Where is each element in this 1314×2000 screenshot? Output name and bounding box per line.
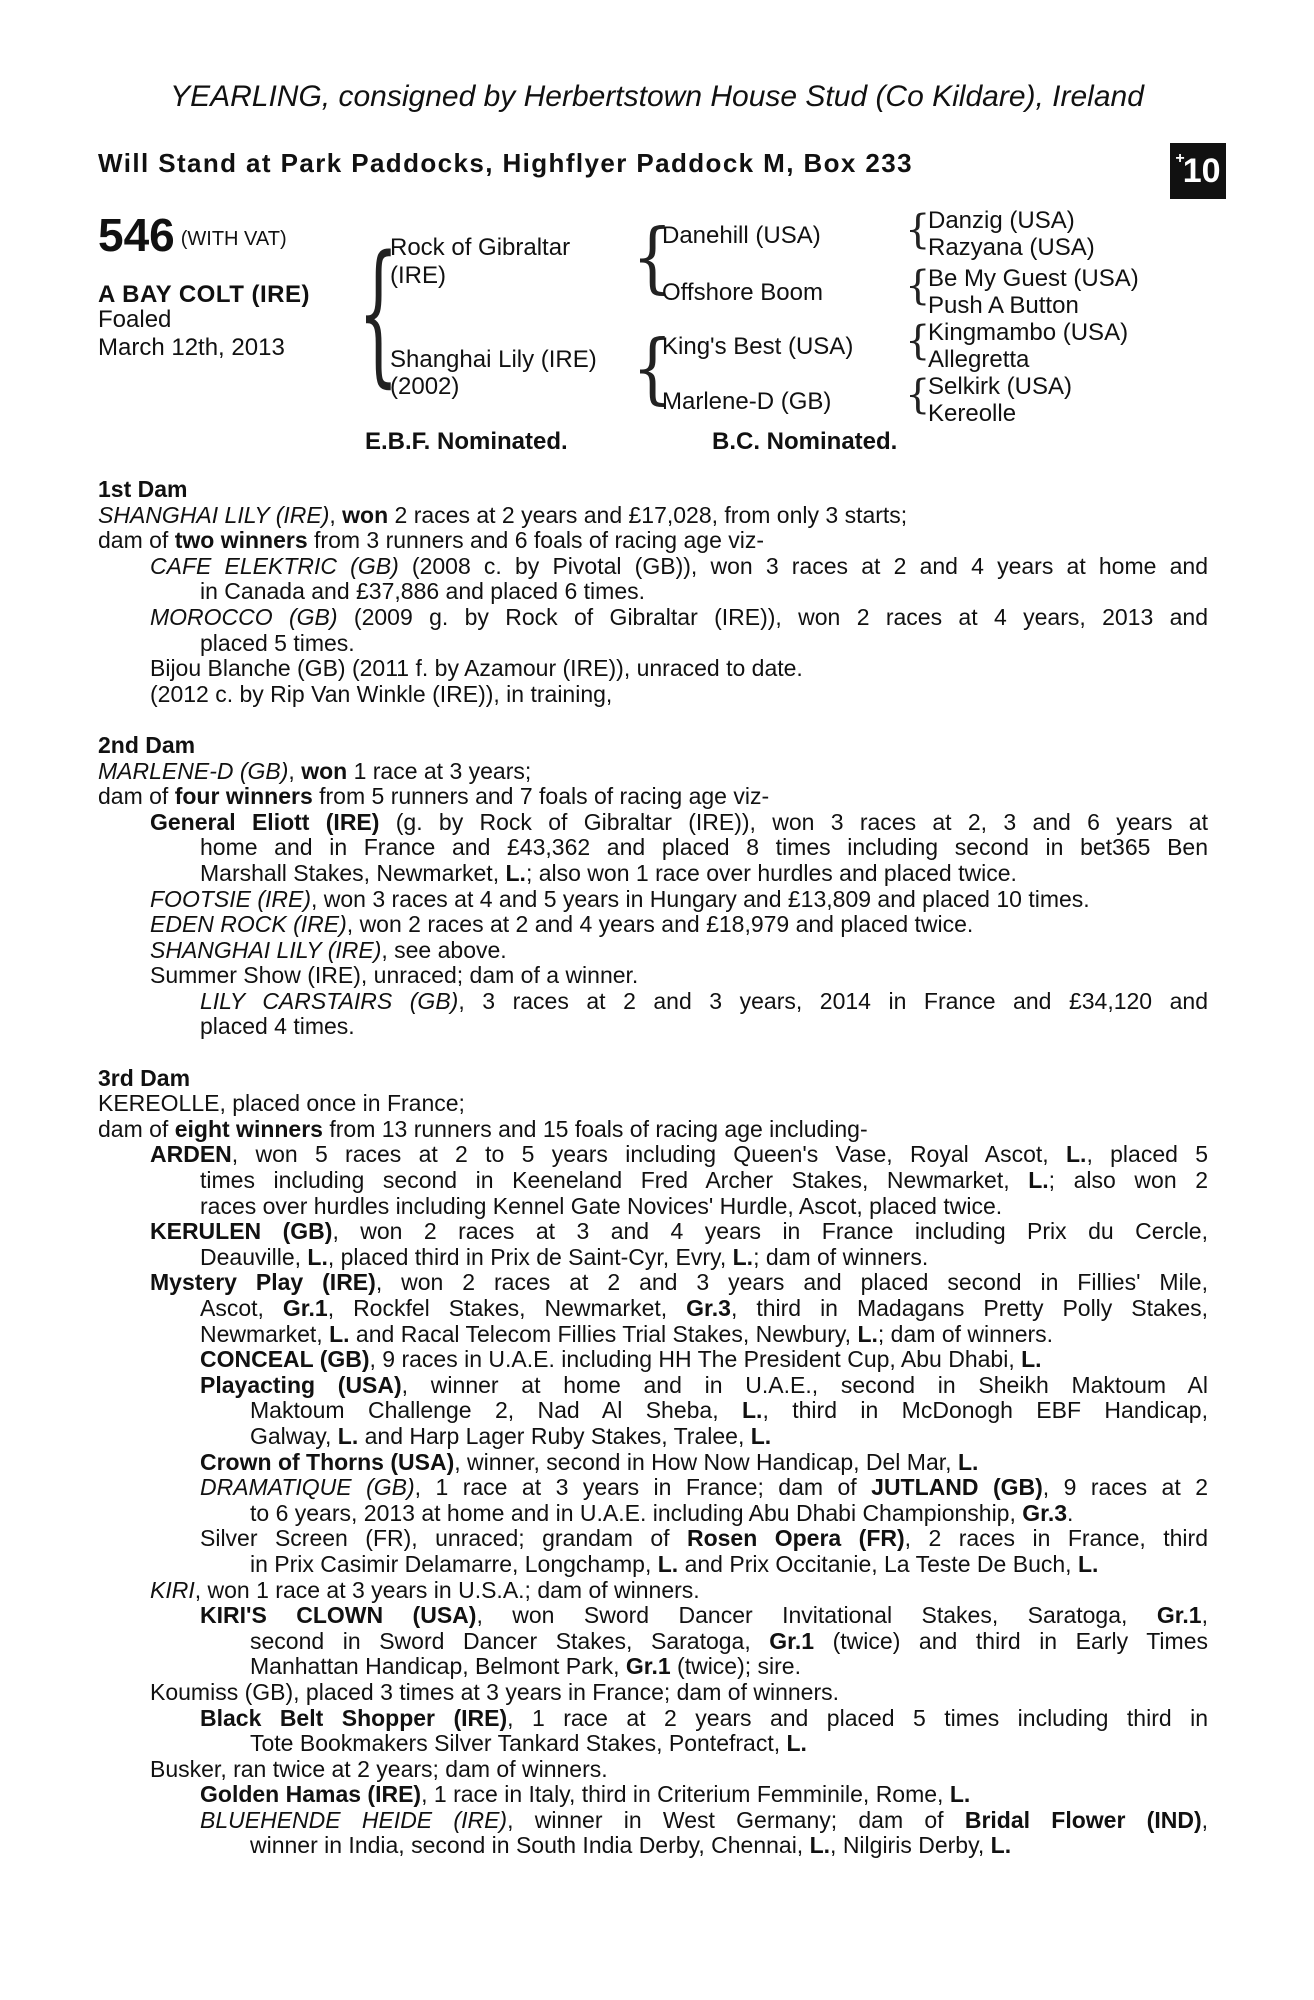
produce-entry: BLUEHENDE HEIDE (IRE), winner in West Germany; dam of Bridal Flower (IND), [200, 1806, 1208, 1833]
produce-entry: ARDEN, won 5 races at 2 to 5 years including Queen's Vase, Royal Ascot, L., placed 5 [150, 1141, 1208, 1168]
produce-entry: Bijou Blanche (GB) (2011 f. by Azamour (IRE)), unraced to date. [150, 655, 803, 682]
produce-entry-cont: second in Sword Dancer Stakes, Saratoga, Gr.1 (twice) and third in Early Times [250, 1627, 1208, 1654]
sire-country: (IRE) [390, 262, 446, 289]
produce-entry-cont: Manhattan Handicap, Belmont Park, Gr.1 (twice); sire. [250, 1653, 801, 1680]
produce-entry: MOROCCO (GB) (2009 g. by Rock of Gibraltar (IRE)), won 2 races at 4 years, 2013 and [150, 603, 1208, 630]
ancestor-dsd: Allegretta [928, 346, 1030, 373]
lot-number: 546 (WITH VAT) [98, 209, 287, 261]
vat-note: (WITH VAT) [180, 228, 287, 250]
produce-entry: FOOTSIE (IRE), won 3 races at 4 and 5 years in Hungary and £13,809 and placed 10 times. [150, 885, 1090, 912]
produce-entry: DRAMATIQUE (GB), 1 race at 3 years in France; dam of JUTLAND (GB), 9 races at 2 [200, 1474, 1208, 1501]
section-1st-dam: 1st Dam [98, 476, 188, 502]
dam-entry: SHANGHAI LILY (IRE), won 2 races at 2 years and £17,028, from only 3 starts; [98, 501, 908, 528]
produce-entry: KIRI'S CLOWN (USA), won Sword Dancer Invitational Stakes, Saratoga, Gr.1, [200, 1602, 1208, 1629]
bracket-ss: { [905, 207, 931, 253]
produce-entry: Black Belt Shopper (IRE), 1 race at 2 years and placed 5 times including third in [200, 1704, 1208, 1731]
dam-entry: KEREOLLE, placed once in France; [98, 1090, 465, 1117]
produce-entry-cont: to 6 years, 2013 at home and in U.A.E. including Abu Dhabi Championship, Gr.3. [250, 1499, 1074, 1526]
dam-dam: Marlene-D (GB) [662, 388, 832, 415]
produce-entry-cont: Tote Bookmakers Silver Tankard Stakes, Pontefract, L. [250, 1730, 807, 1757]
dam-sire: King's Best (USA) [662, 333, 854, 360]
pedigree-bracket-sire: { [632, 214, 673, 303]
dam-name: Shanghai Lily (IRE) [390, 346, 597, 373]
produce-entry-cont: Ascot, Gr.1, Rockfel Stakes, Newmarket, Gr.3, third in Madagans Pretty Polly Stakes, [200, 1295, 1208, 1321]
produce-entry: Golden Hamas (IRE), 1 race in Italy, third in Criterium Femminile, Rome, L. [200, 1781, 971, 1808]
produce-entry-cont: Galway, L. and Harp Lager Ruby Stakes, Tralee, L. [250, 1422, 772, 1449]
ancestor-sds: Be My Guest (USA) [928, 265, 1139, 292]
produce-entry: KIRI, won 1 race at 3 years in U.S.A.; dam of winners. [150, 1576, 700, 1603]
produce-entry: Playacting (USA), winner at home and in U.A.E., second in Sheikh Maktoum Al [200, 1371, 1208, 1398]
produce-summary: dam of eight winners from 13 runners and 15 foals of racing age including- [98, 1115, 868, 1142]
section-3rd-dam: 3rd Dam [98, 1064, 191, 1091]
ancestor-dds: Selkirk (USA) [928, 373, 1073, 400]
produce-entry-cont: Marshall Stakes, Newmarket, L.; also won 1 race over hurdles and placed twice. [200, 859, 1017, 886]
produce-entry: Silver Screen (FR), unraced; grandam of Rosen Opera (FR), 2 races in France, third [200, 1525, 1208, 1552]
produce-summary: dam of four winners from 5 runners and 7 foals of racing age viz- [98, 783, 770, 810]
section-2nd-dam: 2nd Dam [98, 731, 196, 758]
produce-entry: (2012 c. by Rip Van Winkle (IRE)), in training, [150, 680, 613, 707]
ancestor-sss: Danzig (USA) [928, 207, 1075, 234]
bracket-ds: { [905, 318, 931, 364]
ancestor-dss: Kingmambo (USA) [928, 319, 1129, 346]
ebf-nominated: E.B.F. Nominated. [365, 428, 568, 455]
produce-entry: SHANGHAI LILY (IRE), see above. [150, 936, 507, 963]
produce-entry-cont: in Canada and £37,886 and placed 6 times. [200, 578, 645, 605]
produce-summary: dam of two winners from 3 runners and 6 foals of racing age viz- [98, 527, 765, 554]
produce-entry-cont: Maktoum Challenge 2, Nad Al Sheba, L., third in McDonogh EBF Handicap, [250, 1397, 1208, 1424]
dam-year: (2002) [390, 373, 460, 400]
sire-sire: Danehill (USA) [662, 222, 821, 249]
foaled-date: March 12th, 2013 [98, 334, 285, 361]
bracket-sd: { [905, 263, 931, 309]
sire-name: Rock of Gibraltar [390, 234, 571, 261]
consignor-line: YEARLING, consigned by Herbertstown House Stud (Co Kildare), Ireland [170, 80, 1144, 113]
produce-entry: Koumiss (GB), placed 3 times at 3 years in France; dam of winners. [150, 1678, 839, 1705]
family-details [98, 477, 1208, 1859]
produce-entry: LILY CARSTAIRS (GB), 3 races at 2 and 3 years, 2014 in France and £34,120 and [200, 987, 1208, 1014]
lot-title: A BAY COLT (IRE) [98, 281, 311, 308]
produce-entry: EDEN ROCK (IRE), won 2 races at 2 and 4 years and £18,979 and placed twice. [150, 911, 974, 938]
produce-entry: CAFE ELEKTRIC (GB) (2008 c. by Pivotal (GB)), won 3 races at 2 and 4 years at home and [150, 552, 1208, 579]
produce-entry: General Eliott (IRE) (g. by Rock of Gibraltar (IRE)), won 3 races at 2, 3 and 6 years at [150, 808, 1208, 835]
produce-entry-cont: Newmarket, L. and Racal Telecom Fillies Trial Stakes, Newbury, L.; dam of winners. [200, 1320, 1054, 1347]
ancestor-ddd: Kereolle [928, 400, 1017, 427]
ancestor-sdd: Push A Button [928, 292, 1079, 319]
produce-entry: Mystery Play (IRE), won 2 races at 2 and 3 years and placed second in Fillies' Mile, [150, 1269, 1208, 1296]
produce-entry-cont: races over hurdles including Kennel Gate Novices' Hurdle, Ascot, placed twice. [200, 1192, 1003, 1219]
produce-entry-cont: winner in India, second in South India Derby, Chennai, L., Nilgiris Derby, L. [250, 1832, 1012, 1859]
bc-nominated: B.C. Nominated. [712, 428, 898, 455]
produce-entry: Summer Show (IRE), unraced; dam of a winner. [150, 962, 639, 989]
page-badge: + 10 [1170, 143, 1226, 199]
bracket-dd: { [905, 372, 931, 418]
produce-entry-cont: home and in France and £43,362 and placed 8 times including second in bet365 Ben [200, 834, 1208, 861]
produce-entry: KERULEN (GB), won 2 races at 3 and 4 years in France including Prix du Cercle, [150, 1218, 1208, 1245]
produce-entry-cont: Deauville, L., placed third in Prix de Saint-Cyr, Evry, L.; dam of winners. [200, 1243, 929, 1270]
sire-dam: Offshore Boom [662, 279, 823, 306]
ancestor-ssd: Razyana (USA) [928, 234, 1095, 261]
pedigree-bracket-main: { [358, 226, 399, 404]
produce-entry: Busker, ran twice at 2 years; dam of winners. [150, 1755, 608, 1782]
produce-entry: CONCEAL (GB), 9 races in U.A.E. including HH The President Cup, Abu Dhabi, L. [200, 1346, 1042, 1373]
pedigree-bracket-dam: { [632, 325, 673, 414]
produce-entry-cont: placed 4 times. [200, 1013, 355, 1040]
dam-entry: MARLENE-D (GB), won 1 race at 3 years; [98, 757, 532, 784]
stand-location: Will Stand at Park Paddocks, Highflyer Paddock M, Box 233 [98, 148, 913, 178]
foaled-label: Foaled [98, 306, 172, 333]
produce-entry: Crown of Thorns (USA), winner, second in How Now Handicap, Del Mar, L. [200, 1448, 979, 1475]
produce-entry-cont: in Prix Casimir Delamarre, Longchamp, L. and Prix Occitanie, La Teste De Buch, L. [250, 1550, 1099, 1577]
produce-entry-cont: placed 5 times. [200, 629, 355, 656]
produce-entry-cont: times including second in Keeneland Fred Archer Stakes, Newmarket, L.; also won 2 [200, 1167, 1208, 1194]
